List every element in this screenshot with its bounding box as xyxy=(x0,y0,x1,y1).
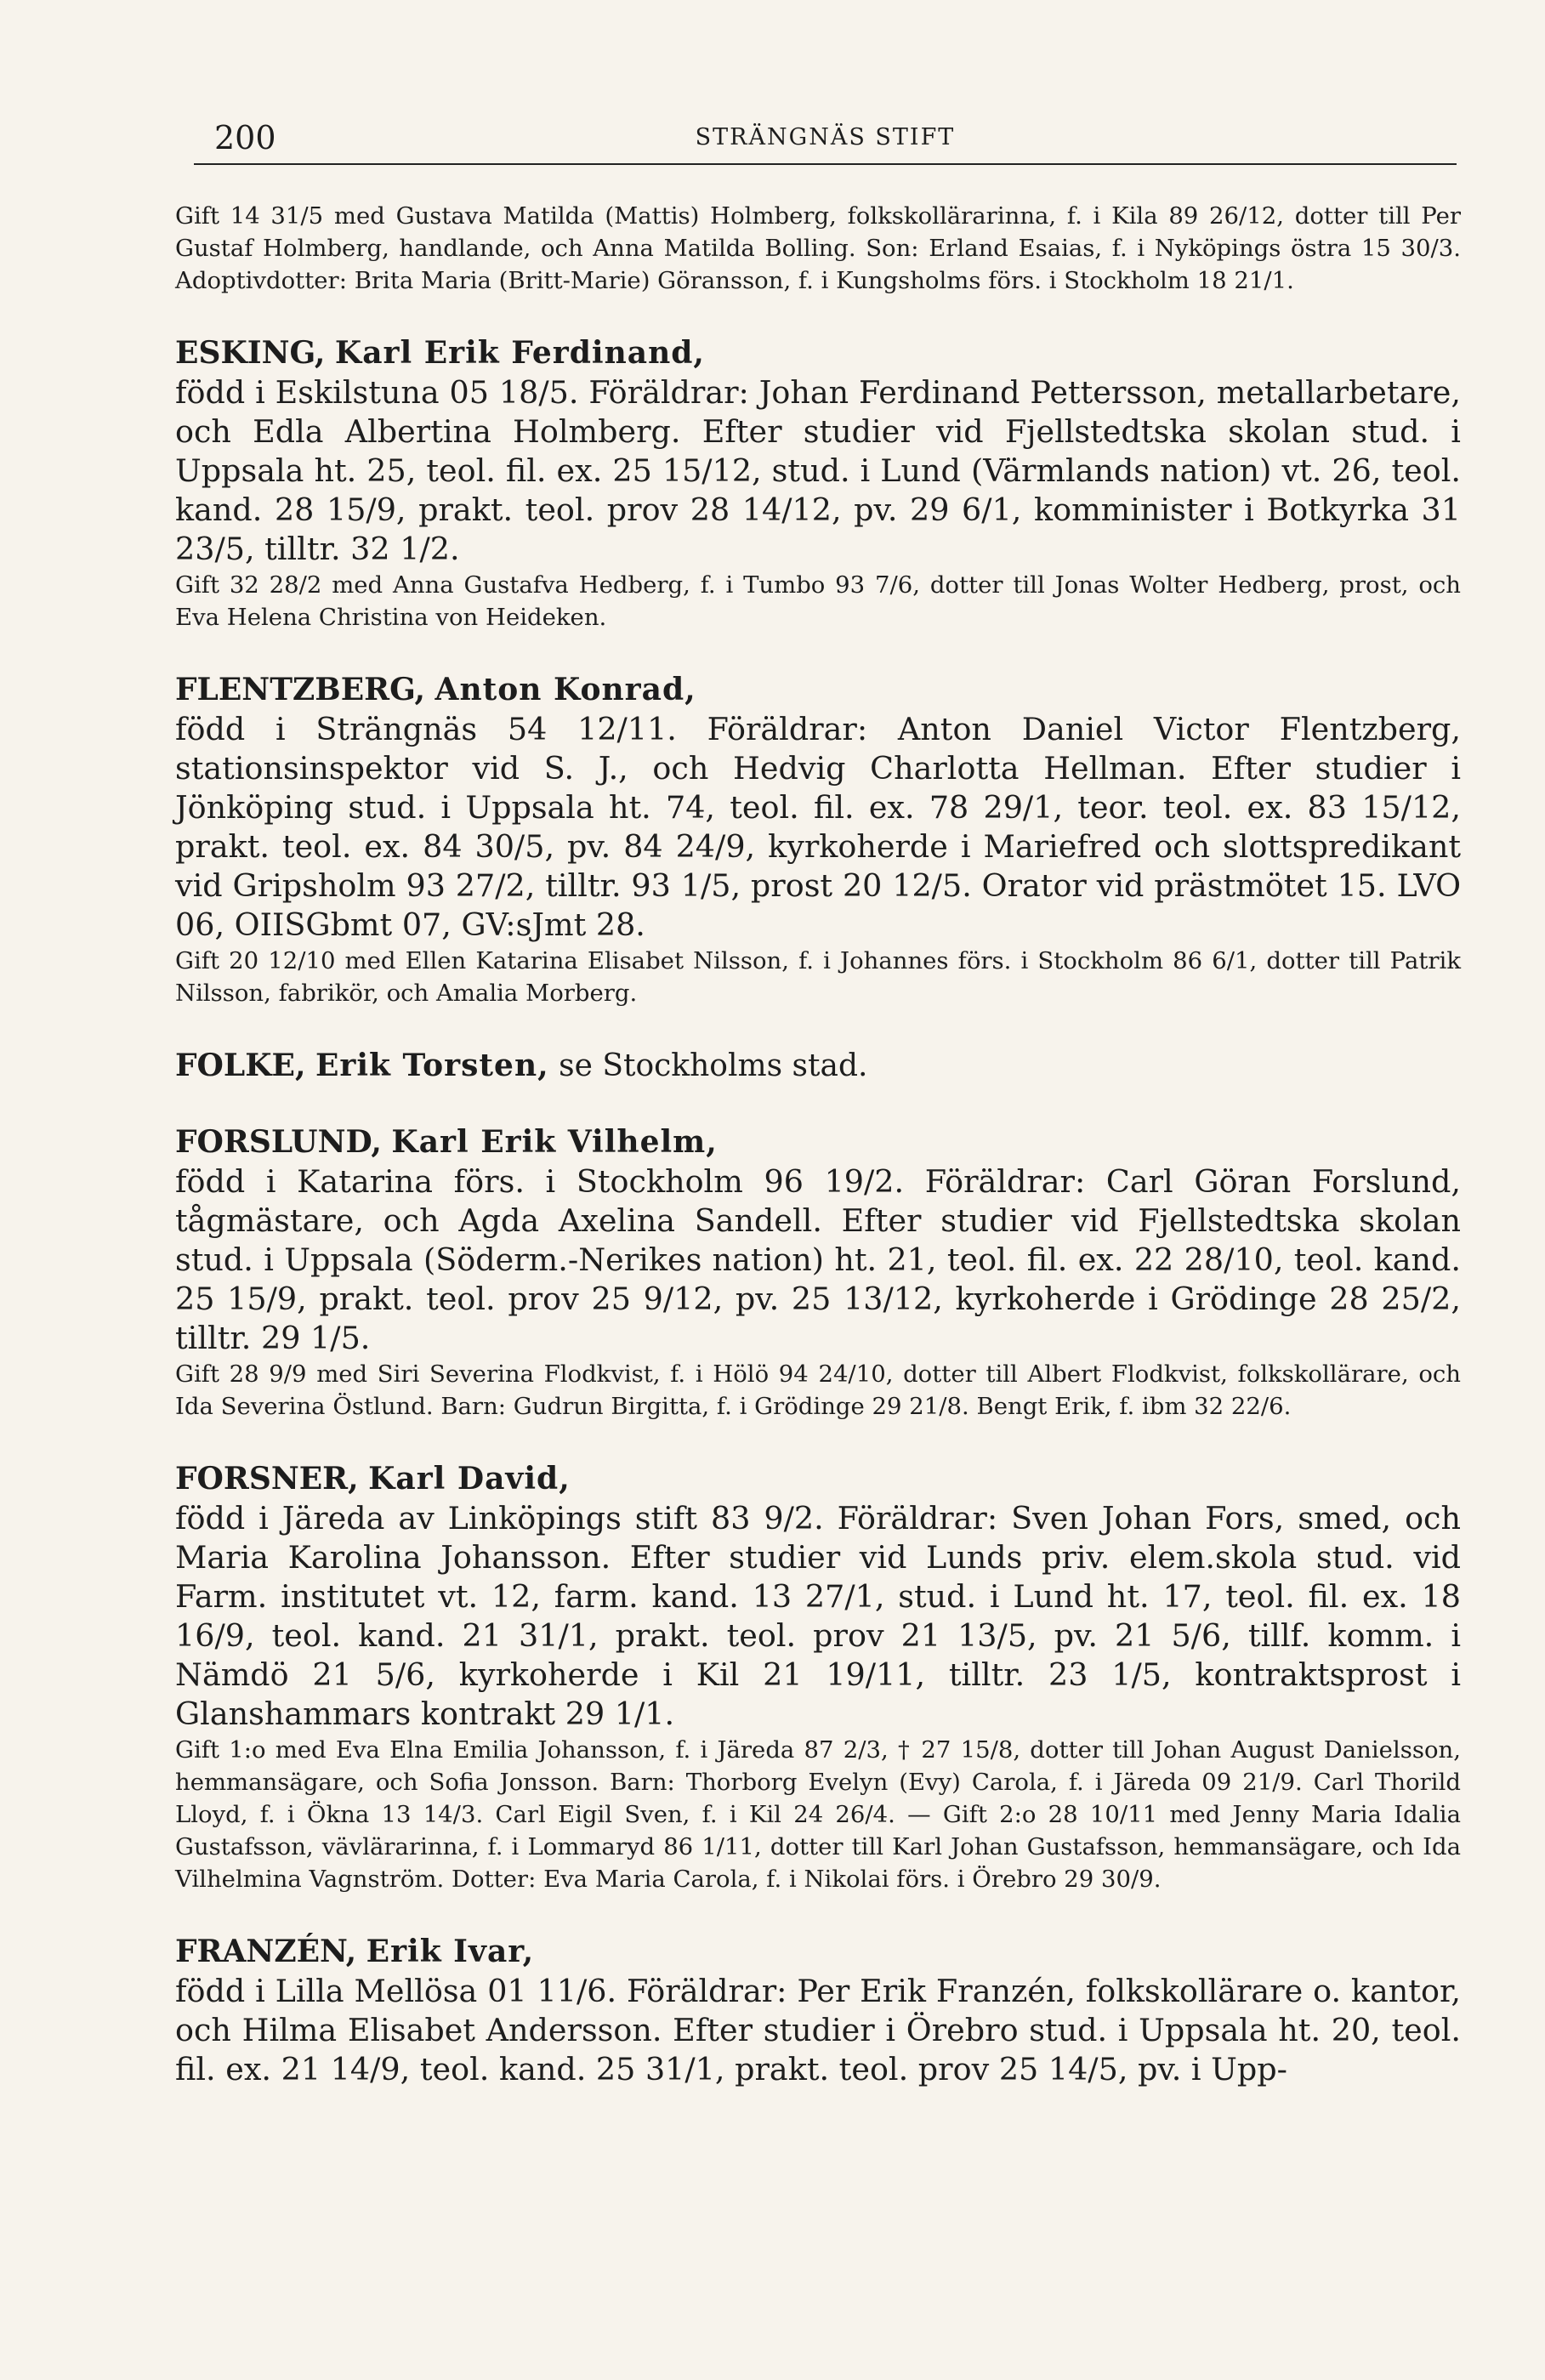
entry-forslund xyxy=(175,1122,1461,1423)
entry-esking xyxy=(175,333,1461,633)
page-content xyxy=(175,200,1461,2089)
entry-biography: född i Järeda av Linköpings stift 83 9/2. Föräldrar: Sven Johan Fors, smed, och Maria Karolina Johansson. Efter studier vid Lunds priv. elem.skola stud. vid Farm. institutet vt. 12, farm. kand. 13 27/1, stud. i Lund ht. 17, teol. fil. ex. 18 16/9, teol. kand. 21 31/1, prakt. teol. prov 21 13/5, pv. 21 5/6, tillf. komm. i Nämdö 21 5/6, kyrkoherde i Kil 21 19/11, tilltr. 23 1/5, kontraktsprost i Glanshammars kontrakt 29 1/1. xyxy=(175,1500,1461,1732)
entry-flentzberg xyxy=(175,670,1461,1009)
entry-given-names: Karl David, xyxy=(368,1461,571,1497)
entry-given-names: Karl Erik Vilhelm, xyxy=(391,1124,718,1160)
entry-surname: FRANZÉN, xyxy=(175,1934,357,1969)
intro-marriage: Gift 14 31/5 med Gustava Matilda (Mattis) Holmberg, folkskollärarinna, f. i Kila 89 26/12, dotter till Per Gustaf Holmberg, handlande, och Anna Matilda Bolling. Son: Erland Esaias, f. i Nyköpings östra 15 30/3. Adoptivdotter: Brita Maria (Britt-Marie) Göransson, f. i Kungsholms förs. i Stockholm 18 21/1. xyxy=(175,202,1461,294)
entry-surname: FORSLUND, xyxy=(175,1124,382,1160)
entry-surname: FOLKE, xyxy=(175,1048,306,1083)
page-number: 200 xyxy=(214,119,276,156)
entry-franzen xyxy=(175,1932,1461,2089)
entry-marriage: Gift 32 28/2 med Anna Gustafva Hedberg, f. i Tumbo 93 7/6, dotter till Jonas Wolter Hedberg, prost, och Eva Helena Christina von Heideken. xyxy=(175,571,1461,631)
entry-given-names: Anton Konrad, xyxy=(435,672,696,707)
entry-surname: FLENTZBERG, xyxy=(175,672,426,707)
running-head: STRÄNGNÄS STIFT xyxy=(695,124,956,151)
entry-biography: född i Lilla Mellösa 01 11/6. Föräldrar: Per Erik Franzén, folkskollärare o. kantor, och Hilma Elisabet Andersson. Efter studier i Örebro stud. i Uppsala ht. 20, teol. fil. ex. 21 14/9, teol. kand. 25 31/1, prakt. teol. prov 25 14/5, pv. i Upp- xyxy=(175,1973,1461,2087)
entry-biography: född i Katarina förs. i Stockholm 96 19/2. Föräldrar: Carl Göran Forslund, tågmästare, och Agda Axelina Sandell. Efter studier vid Fjellstedtska skolan stud. i Uppsala (Söderm.-Nerikes nation) ht. 21, teol. fil. ex. 22 28/10, teol. kand. 25 15/9, prakt. teol. prov 25 9/12, pv. 25 13/12, kyrkoherde i Grödinge 28 25/2, tilltr. 29 1/5. xyxy=(175,1163,1461,1356)
entry-surname: ESKING, xyxy=(175,335,326,371)
entry-folke xyxy=(175,1046,1461,1086)
entry-given-names: Erik Ivar, xyxy=(366,1934,535,1969)
entry-heading xyxy=(175,1459,1461,1499)
entry-heading xyxy=(175,670,1461,710)
entry-biography: född i Eskilstuna 05 18/5. Föräldrar: Johan Ferdinand Pettersson, metallarbetare, och Edla Albertina Holmberg. Efter studier vid Fjellstedtska skolan stud. i Uppsala ht. 25, teol. fil. ex. 25 15/12, stud. i Lund (Värmlands nation) vt. 26, teol. kand. 28 15/9, prakt. teol. prov 28 14/12, pv. 29 6/1, komminister i Botkyrka 31 23/5, tilltr. 32 1/2. xyxy=(175,374,1461,567)
entry-biography: född i Strängnäs 54 12/11. Föräldrar: Anton Daniel Victor Flentzberg, stationsinspektor vid S. J., och Hedvig Charlotta Hellman. Efter studier i Jönköping stud. i Uppsala ht. 74, teol. fil. ex. 78 29/1, teor. teol. ex. 83 15/12, prakt. teol. ex. 84 30/5, pv. 84 24/9, kyrkoherde i Mariefred och slottspredikant vid Gripsholm 93 27/2, tilltr. 93 1/5, prost 20 12/5. Orator vid prästmötet 15. LVO 06, OIISGbmt 07, GV:sJmt 28. xyxy=(175,711,1461,943)
entry-given-names: Karl Erik Ferdinand, xyxy=(334,335,705,371)
entry-marriage: Gift 20 12/10 med Ellen Katarina Elisabet Nilsson, f. i Johannes förs. i Stockholm 86 6/1, dotter till Patrik Nilsson, fabrikör, och Amalia Morberg. xyxy=(175,947,1461,1007)
entry-heading xyxy=(175,1046,1461,1086)
page-header xyxy=(194,119,1457,165)
entry-surname: FORSNER, xyxy=(175,1461,359,1497)
entry-heading xyxy=(175,1122,1461,1162)
entry-heading xyxy=(175,333,1461,373)
entry-marriage: Gift 28 9/9 med Siri Severina Flodkvist, f. i Hölö 94 24/10, dotter till Albert Flodkvist, folkskollärare, och Ida Severina Östlund. Barn: Gudrun Birgitta, f. i Grödinge 29 21/8. Bengt Erik, f. ibm 32 22/6. xyxy=(175,1360,1461,1420)
entry-cross-reference: se Stockholms stad. xyxy=(559,1048,868,1083)
entry-marriage: Gift 1:o med Eva Elna Emilia Johansson, f. i Järeda 87 2/3, † 27 15/8, dotter till Johan August Danielsson, hemmansägare, och Sofia Jonsson. Barn: Thorborg Evelyn (Evy) Carola, f. i Järeda 09 21/9. Carl Thorild Lloyd, f. i Ökna 13 14/3. Carl Eigil Sven, f. i Kil 24 26/4. — Gift 2:o 28 10/11 med Jenny Maria Idalia Gustafsson, vävlärarinna, f. i Lommaryd 86 1/11, dotter till Karl Johan Gustafsson, hemmansägare, och Ida Vilhelmina Vagnström. Dotter: Eva Maria Carola, f. i Nikolai förs. i Örebro 29 30/9. xyxy=(175,1736,1461,1893)
entry-forsner xyxy=(175,1459,1461,1895)
entry-heading xyxy=(175,1932,1461,1972)
entry-given-names: Erik Torsten, xyxy=(315,1048,549,1083)
